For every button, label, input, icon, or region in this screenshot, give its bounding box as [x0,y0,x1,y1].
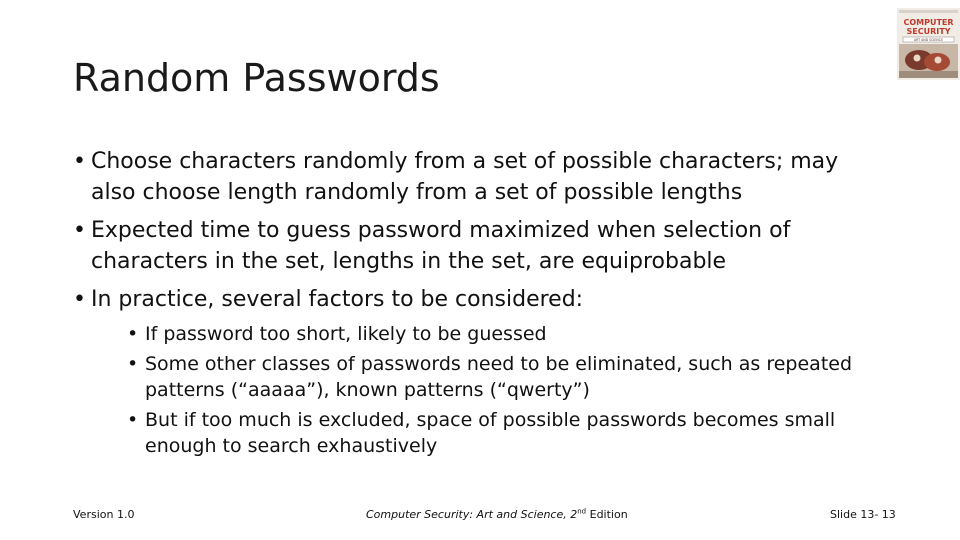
sub-bullet-item [127,407,873,459]
slide-body [73,146,873,466]
bullet-dot-icon: • [73,218,86,243]
sub-bullet-text: But if too much is excluded, space of possible passwords becomes small enough to search exhaustively [145,409,836,457]
sub-bullet-dot-icon: • [127,409,139,431]
bullet-item [73,284,873,459]
sub-bullet-text: Some other classes of passwords need to be eliminated, such as repeated patterns (“aaaaa”), known patterns (“qwerty”) [145,353,853,401]
bullet-item [73,146,873,208]
sub-bullet-text: If password too short, likely to be guessed [145,323,547,345]
footer-slide-number: Slide 13- 13 [830,508,896,521]
sub-bullet-dot-icon: • [127,353,139,375]
book-cover-title-line1: COMPUTER [903,18,954,27]
bullet-dot-icon: • [73,149,86,174]
bullet-dot-icon: • [73,287,86,312]
footer-edition-suffix: Edition [586,508,628,521]
bullet-text: Choose characters randomly from a set of possible characters; may also choose length randomly from a set of possible lengths [91,149,839,205]
bullet-item [73,215,873,277]
book-cover-title-line2: SECURITY [906,27,951,36]
sub-bullet-list [127,321,873,459]
sub-bullet-item [127,351,873,403]
footer-book-prefix: Computer Security: Art and Science, 2 [366,508,578,521]
sub-bullet-item [127,321,873,347]
footer-edition-sup: nd [577,507,587,516]
footer-book-title [366,508,628,521]
bullet-list [73,146,873,459]
bullet-text: Expected time to guess password maximized when selection of characters in the set, lengths in the set, are equiprobable [91,218,791,274]
slide-title: Random Passwords [73,56,440,100]
book-cover-subtitle: ART AND SCIENCE [914,38,943,42]
book-cover-image [897,8,960,80]
footer-version: Version 1.0 [73,508,135,521]
sub-bullet-dot-icon: • [127,323,139,345]
bullet-text: In practice, several factors to be considered: [91,287,584,312]
